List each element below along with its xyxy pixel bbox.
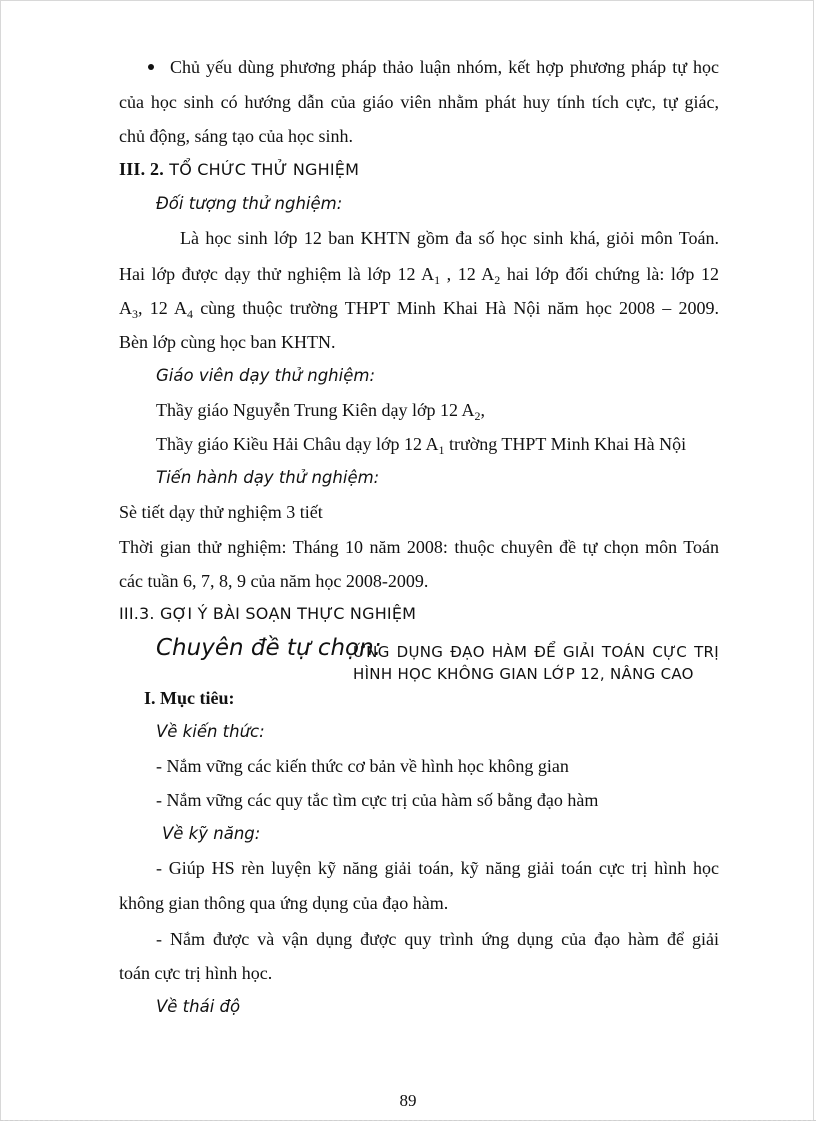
knowledge-label: Về kiến thức: xyxy=(156,722,265,741)
attitude-label: Về thái độ xyxy=(156,997,241,1016)
methods-line-2: của học sinh có hướng dẫn của giáo viên nhằm phát huy tính tích cực, tự giác, xyxy=(119,92,719,112)
subject-label: Đối tượng thử nghiệm: xyxy=(156,194,343,213)
subject-line-2: Hai lớp được dạy thử nghiệm là lớp 12 $A_1$ , 12 $A_2$ hai lớp đối chứng là: lớp 12 xyxy=(119,264,719,287)
process-label: Tiến hành dạy thử nghiệm: xyxy=(156,468,380,487)
section-heading-organize: III. 2. TỔ CHỨC THỬ NGHIỆM xyxy=(119,159,360,179)
objectives-heading: I. Mục tiêu: xyxy=(144,688,235,708)
section-heading-lesson: III.3. GỢI Ý BÀI SOẠN THỰC NGHIỆM xyxy=(119,604,417,623)
topic-title-line-1: ỨNG DỤNG ĐẠO HÀM ĐỂ GIẢI TOÁN CỰC TRỊ xyxy=(353,643,719,661)
teacher-label: Giáo viên dạy thử nghiệm: xyxy=(156,366,376,385)
skills-item-1-line-2: không gian thông qua ứng dụng của đạo hàm. xyxy=(119,893,449,913)
skills-label: Về kỹ năng: xyxy=(162,824,261,843)
periods-line: Sè tiết dạy thử nghiệm 3 tiết xyxy=(119,502,323,522)
methods-line-3: chủ động, sáng tạo của học sinh. xyxy=(119,126,353,146)
footer-divider xyxy=(0,1120,816,1121)
topic-title-line-2: HÌNH HỌC KHÔNG GIAN LỚP 12, NÂNG CAO xyxy=(353,665,694,683)
topic-label: Chuyên đề tự chọn: xyxy=(156,635,382,661)
time-line-2: các tuần 6, 7, 8, 9 của năm học 2008-2009. xyxy=(119,571,429,591)
time-line-1: Thời gian thử nghiệm: Tháng 10 năm 2008: thuộc chuyên đề tự chọn môn Toán xyxy=(119,537,719,557)
teacher-1: Thầy giáo Nguyễn Trung Kiên dạy lớp 12 $A_2$, xyxy=(156,400,485,423)
bullet-icon xyxy=(148,64,154,70)
knowledge-item-2: - Nắm vững các quy tắc tìm cực trị của hàm số bằng đạo hàm xyxy=(156,790,599,810)
knowledge-item-1: - Nắm vững các kiến thức cơ bản về hình học không gian xyxy=(156,756,569,776)
skills-item-1-line-1: - Giúp HS rèn luyện kỹ năng giải toán, kỹ năng giải toán cực trị hình học xyxy=(156,858,719,878)
skills-item-2-line-2: toán cực trị hình học. xyxy=(119,963,273,983)
subject-line-1: Là học sinh lớp 12 ban KHTN gồm đa số học sinh khá, giỏi môn Toán. xyxy=(180,228,719,248)
methods-line-1: Chủ yếu dùng phương pháp thảo luận nhóm, kết hợp phương pháp tự học xyxy=(170,57,719,77)
skills-item-2-line-1: - Nắm được và vận dụng được quy trình ứng dụng của đạo hàm để giải xyxy=(156,929,719,949)
page-number: 89 xyxy=(399,1091,417,1110)
subject-line-4: Bèn lớp cùng học ban KHTN. xyxy=(119,332,336,352)
teacher-2: Thầy giáo Kiều Hải Châu dạy lớp 12 $A_1$ trường THPT Minh Khai Hà Nội xyxy=(156,434,687,457)
subject-line-3: $A_3$, 12 $A_4$ cùng thuộc trường THPT Minh Khai Hà Nội năm học 2008 – 2009. xyxy=(119,298,719,321)
